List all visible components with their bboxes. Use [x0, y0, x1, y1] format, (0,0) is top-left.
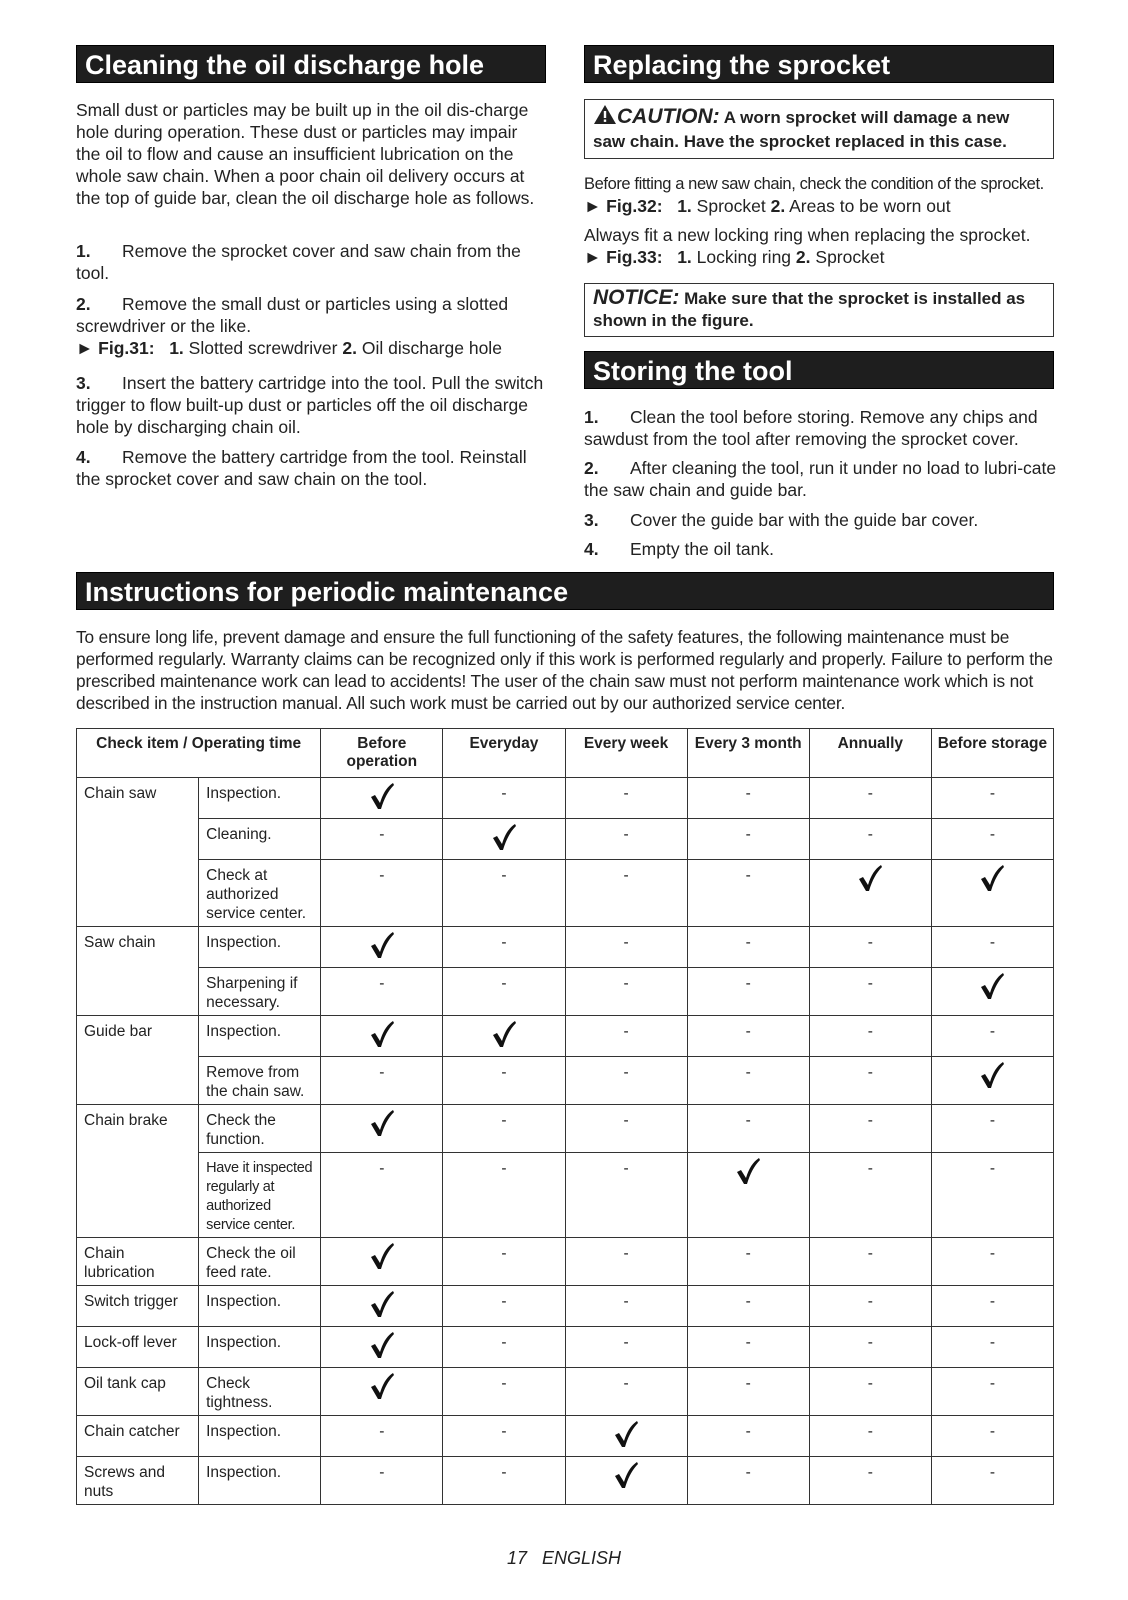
check-item-cell: Lock-off lever [77, 1327, 199, 1368]
step-number: 2. [584, 458, 599, 478]
dash-cell: - [687, 1016, 809, 1057]
dash-cell: - [565, 1238, 687, 1286]
step-number: 4. [584, 539, 599, 559]
dash-cell: - [321, 1457, 443, 1505]
checkmark-icon [809, 860, 931, 927]
dash-cell: - [443, 968, 565, 1016]
step-number: 1. [584, 407, 599, 427]
dash-cell: - [321, 968, 443, 1016]
table-row [77, 819, 1054, 860]
dash-cell: - [687, 968, 809, 1016]
caution-label: CAUTION: [617, 105, 720, 128]
oil-step-4 [76, 446, 546, 490]
check-item-cell: Chain catcher [77, 1416, 199, 1457]
action-cell: Check at authorized service center. [199, 860, 321, 927]
caution-text: A worn sprocket will damage a new saw chain. Have the sprocket replaced in this case. [593, 108, 1010, 151]
fig-item-label: Sprocket [696, 196, 766, 216]
dash-cell: - [687, 1286, 809, 1327]
checkmark-icon [443, 819, 565, 860]
action-cell: Cleaning. [199, 819, 321, 860]
dash-cell: - [931, 1368, 1053, 1416]
dash-cell: - [809, 927, 931, 968]
footer-language: ENGLISH [542, 1548, 622, 1568]
checkmark-icon [321, 1327, 443, 1368]
dash-cell: - [809, 1457, 931, 1505]
storing-step-4 [584, 538, 1064, 560]
column-header: Check item / Operating time [77, 729, 321, 778]
check-item-cell: Oil tank cap [77, 1368, 199, 1416]
dash-cell: - [321, 1153, 443, 1238]
dash-cell: - [931, 927, 1053, 968]
dash-cell: - [443, 1457, 565, 1505]
dash-cell: - [321, 860, 443, 927]
storing-heading: Storing the tool [584, 351, 1054, 389]
dash-cell: - [809, 1057, 931, 1105]
checkmark-icon [687, 1153, 809, 1238]
fig-item-label: Locking ring [696, 247, 792, 267]
storing-step-3 [584, 509, 1064, 531]
step-text: Cover the guide bar with the guide bar cover. [630, 510, 979, 530]
dash-cell: - [565, 1105, 687, 1153]
dash-cell: - [443, 860, 565, 927]
step-number: 1. [76, 241, 91, 261]
dash-cell: - [809, 819, 931, 860]
action-cell: Inspection. [199, 1416, 321, 1457]
check-item-cell: Screws and nuts [77, 1457, 199, 1505]
dash-cell: - [809, 1105, 931, 1153]
table-header-row [77, 729, 1054, 778]
dash-cell: - [687, 927, 809, 968]
checkmark-icon [443, 1016, 565, 1057]
dash-cell: - [931, 1153, 1053, 1238]
dash-cell: - [321, 819, 443, 860]
step-text: Clean the tool before storing. Remove any chips and sawdust from the tool after removing the sprocket cover. [584, 407, 1038, 449]
maintenance-table-body [77, 778, 1054, 1505]
dash-cell: - [931, 1416, 1053, 1457]
action-cell: Check the function. [199, 1105, 321, 1153]
fig32-reference [584, 195, 1064, 217]
storing-step-2 [584, 457, 1064, 501]
table-row [77, 1238, 1054, 1286]
notice-label: NOTICE: [593, 286, 680, 309]
dash-cell: - [931, 1286, 1053, 1327]
column-header: Everyday [443, 729, 565, 778]
column-header: Every week [565, 729, 687, 778]
dash-cell: - [443, 1105, 565, 1153]
action-cell: Sharpening if necessary. [199, 968, 321, 1016]
table-row [77, 1368, 1054, 1416]
dash-cell: - [931, 819, 1053, 860]
dash-cell: - [687, 1457, 809, 1505]
dash-cell: - [809, 778, 931, 819]
step-text: Remove the battery cartridge from the tool. Reinstall the sprocket cover and saw chain on the tool. [76, 447, 527, 489]
check-item-cell: Saw chain [77, 927, 199, 1016]
fig31-reference [76, 337, 556, 359]
notice-box [584, 283, 1054, 337]
action-cell: Check the oil feed rate. [199, 1238, 321, 1286]
dash-cell: - [443, 1153, 565, 1238]
checkmark-icon [321, 1238, 443, 1286]
notice-text: Make sure that the sprocket is installed as shown in the figure. [593, 289, 1026, 330]
dash-cell: - [443, 1327, 565, 1368]
dash-cell: - [687, 778, 809, 819]
dash-cell: - [687, 1327, 809, 1368]
checkmark-icon [565, 1457, 687, 1505]
fig-item-number: 1. [677, 196, 692, 216]
sprocket-heading: Replacing the sprocket [584, 45, 1054, 83]
column-header: Annually [809, 729, 931, 778]
checkmark-icon [931, 1057, 1053, 1105]
dash-cell: - [809, 968, 931, 1016]
dash-cell: - [565, 1057, 687, 1105]
dash-cell: - [931, 1457, 1053, 1505]
action-cell: Remove from the chain saw. [199, 1057, 321, 1105]
dash-cell: - [931, 1105, 1053, 1153]
oil-discharge-heading: Cleaning the oil discharge hole [76, 45, 546, 83]
fig33-reference [584, 246, 1064, 268]
checkmark-icon [321, 778, 443, 819]
dash-cell: - [443, 778, 565, 819]
dash-cell: - [443, 1416, 565, 1457]
checkmark-icon [931, 968, 1053, 1016]
fig-item-number: 2. [770, 196, 786, 216]
action-cell: Inspection. [199, 778, 321, 819]
sprocket-para-1: Before fitting a new saw chain, check the condition of the sprocket. [584, 175, 1044, 193]
dash-cell: - [565, 968, 687, 1016]
fig-item-label: Areas to be worn out [789, 196, 951, 216]
fig-ref-label: ► Fig.31: [76, 338, 155, 358]
step-number: 4. [76, 447, 91, 467]
page-footer [0, 1548, 1128, 1569]
checkmark-icon [321, 927, 443, 968]
table-row [77, 1416, 1054, 1457]
sprocket-para-2: Always fit a new locking ring when replacing the sprocket. [584, 225, 1031, 245]
check-item-cell: Chain brake [77, 1105, 199, 1238]
check-item-cell: Chain saw [77, 778, 199, 927]
dash-cell: - [809, 1153, 931, 1238]
table-row [77, 1457, 1054, 1505]
checkmark-icon [321, 1016, 443, 1057]
check-item-cell: Switch trigger [77, 1286, 199, 1327]
dash-cell: - [687, 1368, 809, 1416]
oil-discharge-intro: Small dust or particles may be built up in the oil dis-charge hole during operation. These dust or particles may impair the oil to flow and cause an insufficient lubrication on the whole saw chain. When a poor chain oil delivery occurs at the top of guide bar, clean the oil discharge hole as follows. [76, 100, 535, 208]
dash-cell: - [321, 1057, 443, 1105]
dash-cell: - [443, 1286, 565, 1327]
column-header: Every 3 month [687, 729, 809, 778]
dash-cell: - [931, 778, 1053, 819]
step-text: Remove the small dust or particles using a slotted screwdriver or the like. [76, 294, 509, 336]
fig-ref-label: ► Fig.33: [584, 247, 663, 267]
dash-cell: - [565, 819, 687, 860]
step-text: After cleaning the tool, run it under no load to lubri-cate the saw chain and guide bar. [584, 458, 1057, 500]
dash-cell: - [931, 1327, 1053, 1368]
dash-cell: - [565, 1286, 687, 1327]
dash-cell: - [443, 1368, 565, 1416]
dash-cell: - [687, 819, 809, 860]
dash-cell: - [809, 1238, 931, 1286]
dash-cell: - [931, 1016, 1053, 1057]
dash-cell: - [321, 1416, 443, 1457]
step-text: Insert the battery cartridge into the tool. Pull the switch trigger to flow built-up dust or particles off the oil discharge hole by discharging chain oil. [76, 373, 544, 437]
table-row [77, 968, 1054, 1016]
oil-step-1 [76, 240, 546, 284]
checkmark-icon [321, 1105, 443, 1153]
table-row [77, 1153, 1054, 1238]
table-row [77, 1016, 1054, 1057]
storing-step-1 [584, 406, 1064, 450]
caution-box [584, 99, 1054, 159]
fig-item-label: Sprocket [815, 247, 885, 267]
page-number: 17 [506, 1548, 527, 1568]
dash-cell: - [443, 927, 565, 968]
action-cell: Inspection. [199, 1327, 321, 1368]
table-row [77, 1286, 1054, 1327]
fig-item-number: 1. [169, 338, 184, 358]
dash-cell: - [687, 860, 809, 927]
table-row [77, 1105, 1054, 1153]
step-text: Remove the sprocket cover and saw chain from the tool. [76, 241, 521, 283]
dash-cell: - [565, 1016, 687, 1057]
fig-item-number: 2. [342, 338, 357, 358]
dash-cell: - [809, 1368, 931, 1416]
dash-cell: - [687, 1105, 809, 1153]
oil-step-2 [76, 293, 546, 337]
step-number: 2. [76, 294, 91, 314]
dash-cell: - [809, 1327, 931, 1368]
dash-cell: - [443, 1238, 565, 1286]
dash-cell: - [809, 1416, 931, 1457]
maintenance-table [76, 728, 1054, 1505]
step-number: 3. [76, 373, 91, 393]
check-item-cell: Chain lubrication [77, 1238, 199, 1286]
dash-cell: - [565, 778, 687, 819]
dash-cell: - [565, 1153, 687, 1238]
dash-cell: - [809, 1286, 931, 1327]
dash-cell: - [565, 927, 687, 968]
dash-cell: - [931, 1238, 1053, 1286]
check-item-cell: Guide bar [77, 1016, 199, 1105]
table-row [77, 1327, 1054, 1368]
action-cell: Inspection. [199, 1016, 321, 1057]
step-number: 3. [584, 510, 599, 530]
checkmark-icon [321, 1368, 443, 1416]
action-cell: Check tightness. [199, 1368, 321, 1416]
checkmark-icon [931, 860, 1053, 927]
maintenance-heading: Instructions for periodic maintenance [76, 572, 1054, 610]
dash-cell: - [565, 1327, 687, 1368]
step-text: Empty the oil tank. [630, 539, 774, 559]
action-cell: Inspection. [199, 927, 321, 968]
oil-step-3 [76, 372, 546, 438]
dash-cell: - [565, 860, 687, 927]
action-cell: Inspection. [199, 1457, 321, 1505]
fig-ref-label: ► Fig.32: [584, 196, 663, 216]
fig-item-number: 1. [677, 247, 692, 267]
dash-cell: - [687, 1057, 809, 1105]
checkmark-icon [565, 1416, 687, 1457]
warning-triangle-icon [593, 104, 617, 131]
dash-cell: - [443, 1057, 565, 1105]
action-cell: Inspection. [199, 1286, 321, 1327]
dash-cell: - [565, 1368, 687, 1416]
dash-cell: - [809, 1016, 931, 1057]
maintenance-intro: To ensure long life, prevent damage and ensure the full functioning of the safety features, the following maintenance must be performed regularly. Warranty claims can be recognized only if this work is performed regularly and properly. Failure to perform the prescribed maintenance work can lead to accidents! The user of the chain saw must not perform maintenance work which is not described in the instruction manual. All such work must be carried out by our authorized service center. [76, 627, 1053, 713]
fig-item-number: 2. [795, 247, 811, 267]
dash-cell: - [687, 1238, 809, 1286]
column-header: Before storage [931, 729, 1053, 778]
action-cell: Have it inspected regularly at authorized service center. [199, 1153, 321, 1238]
fig-item-label: Slotted screwdriver [188, 338, 338, 358]
table-row [77, 860, 1054, 927]
table-row [77, 927, 1054, 968]
dash-cell: - [687, 1416, 809, 1457]
column-header: Before operation [321, 729, 443, 778]
fig-item-label: Oil discharge hole [361, 338, 502, 358]
checkmark-icon [321, 1286, 443, 1327]
table-row [77, 778, 1054, 819]
table-row [77, 1057, 1054, 1105]
